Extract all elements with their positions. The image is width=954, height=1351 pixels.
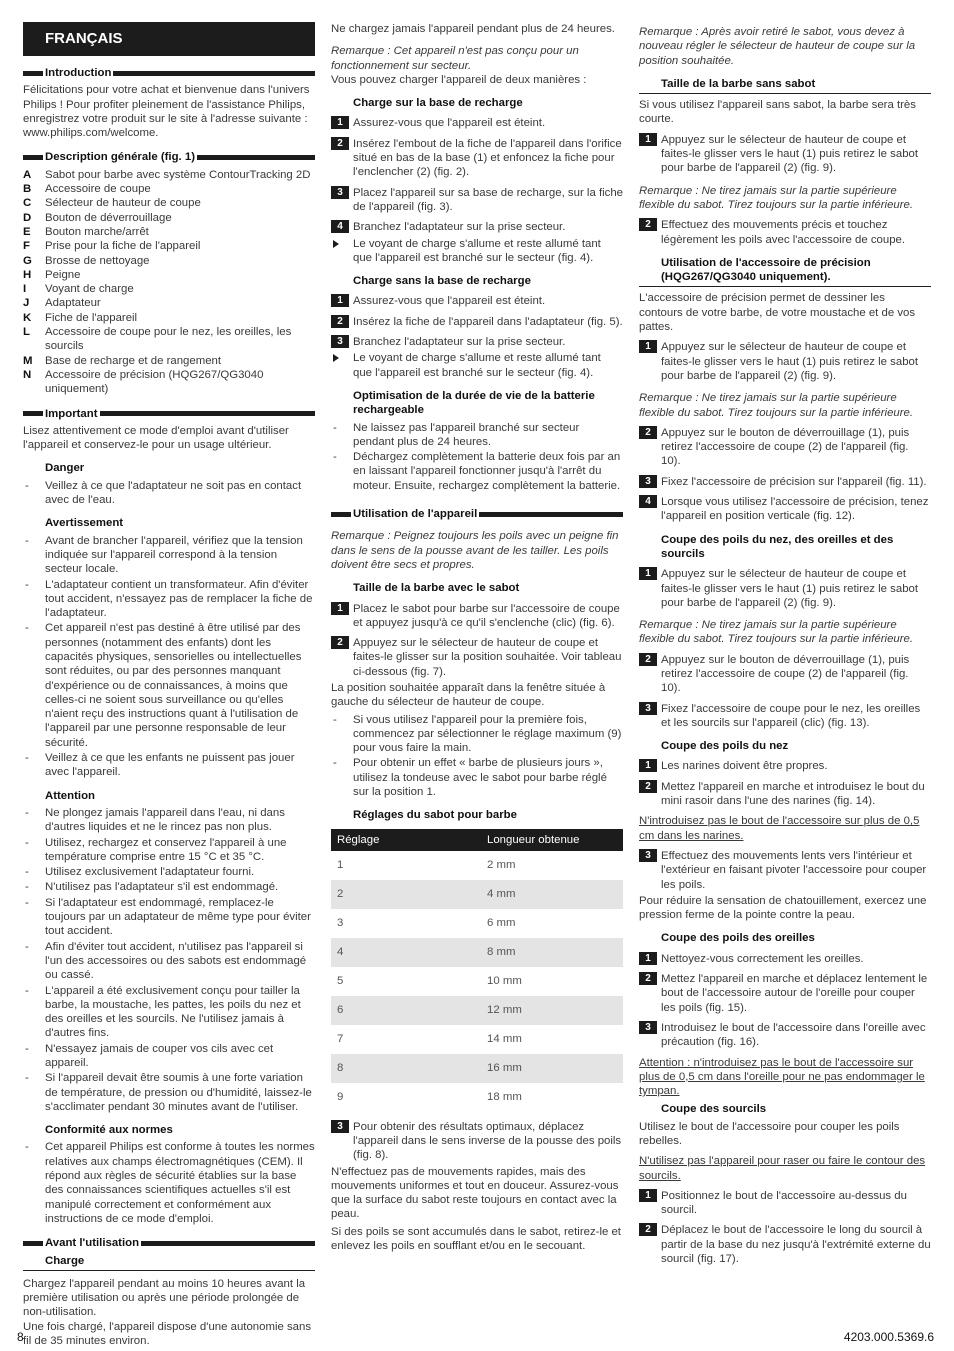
section-important bbox=[23, 407, 315, 421]
window-text: La position souhaitée apparaît dans la fenêtre située à gauche du sélecteur de hauteur de coupe. bbox=[331, 681, 606, 709]
part-name: Bouton de déverrouillage bbox=[45, 211, 172, 224]
table-row bbox=[331, 938, 623, 967]
step-number: 3 bbox=[331, 335, 349, 348]
list-item: - Utilisez exclusivement l'adaptateur fourni. bbox=[23, 865, 315, 879]
step-number: 3 bbox=[331, 186, 349, 199]
after-text-2: Si des poils se sont accumulés dans le sabot, retirez-le et enlevez les poils en soufflant et/ou en le secouant. bbox=[331, 1225, 621, 1253]
step bbox=[639, 218, 931, 247]
step bbox=[331, 137, 623, 180]
without-comb-note: Remarque : Ne tirez jamais sur la partie supérieure flexible du sabot. Tirez toujours sur la partie inférieure. bbox=[639, 184, 914, 211]
setting-cell: 2 bbox=[331, 880, 481, 909]
nose-ears-brows-note: Remarque : Ne tirez jamais sur la partie supérieure flexible du sabot. Tirez toujours sur la partie inférieure. bbox=[639, 619, 914, 646]
conformity-title: Conformité aux normes bbox=[45, 1124, 173, 1137]
step bbox=[639, 495, 931, 524]
part-letter: E bbox=[23, 225, 31, 238]
part-name: Adaptateur bbox=[45, 297, 101, 310]
step-text: Introduisez le bout de l'accessoire dans l'oreille avec précaution (fig. 16). bbox=[661, 1021, 926, 1049]
step bbox=[639, 1223, 931, 1266]
step bbox=[331, 1120, 623, 1163]
step-text: Déplacez le bout de l'accessoire le long du sourcil à partir de la base du nez jusqu'à l'extrémité externe du sourcil (fig. 17). bbox=[661, 1224, 931, 1266]
step bbox=[639, 567, 931, 610]
charge-base-title: Charge sur la base de recharge bbox=[353, 97, 523, 110]
intro-text: Félicitations pour votre achat et bienvenue dans l'univers Philips ! Pour profiter pleinement de l'assistance Philips, enregistrez votre produit sur le site à l'adresse suivante : www.philips.com/welcome. bbox=[23, 84, 310, 140]
charge-nobase-steps bbox=[331, 294, 623, 349]
nose-after-text: Pour réduire la sensation de chatouillement, exercez une pression ferme de la pointe contre la peau. bbox=[639, 894, 927, 922]
warning-list bbox=[23, 534, 315, 780]
nose-step-3 bbox=[639, 849, 931, 892]
step-number: 2 bbox=[639, 1223, 657, 1236]
step bbox=[331, 294, 623, 308]
charge-base-result: Le voyant de charge s'allume et reste allumé tant que l'appareil est branché sur le secteur (fig. 4). bbox=[331, 237, 623, 266]
step bbox=[639, 653, 931, 696]
with-comb-title: Taille de la barbe avec le sabot bbox=[353, 582, 520, 595]
part-name: Prise pour la fiche de l'appareil bbox=[45, 240, 201, 253]
step-number: 1 bbox=[639, 133, 657, 146]
step-number: 2 bbox=[639, 653, 657, 666]
length-cell: 2 mm bbox=[487, 859, 516, 871]
warning-title: Avertissement bbox=[45, 517, 124, 530]
table-title: Réglages du sabot pour barbe bbox=[353, 809, 517, 822]
step-text: Effectuez des mouvements précis et touchez légèrement les poils avec l'accessoire de coupe. bbox=[661, 219, 906, 246]
step-number: 4 bbox=[639, 495, 657, 508]
without-comb-text: Si vous utilisez l'appareil sans sabot, la barbe sera très courte. bbox=[639, 99, 916, 126]
column-2 bbox=[331, 22, 623, 1256]
step-text: Mettez l'appareil en marche et introduisez le bout du mini rasoir dans l'une des narines (fig. 14). bbox=[661, 780, 925, 808]
step-text: Mettez l'appareil en marche et déplacez lentement le bout de l'accessoire autour de l'oreille pour couper les poils (fig. 15). bbox=[661, 973, 928, 1014]
step bbox=[639, 475, 931, 489]
table-header-setting: Réglage bbox=[331, 829, 481, 851]
list-item: - Avant de brancher l'appareil, vérifiez que la tension indiquée sur l'appareil correspond à la tension secteur locale. bbox=[23, 534, 315, 577]
step-number: 4 bbox=[331, 220, 349, 233]
length-cell: 8 mm bbox=[481, 938, 623, 967]
charge-nobase-title: Charge sans la base de recharge bbox=[353, 275, 531, 288]
step bbox=[331, 335, 623, 349]
charge-base-steps bbox=[331, 116, 623, 234]
step bbox=[331, 186, 623, 215]
section-use bbox=[331, 507, 623, 521]
after-text-1: N'effectuez pas de mouvements rapides, mais des mouvements uniformes et tout en douceur. Assurez-vous que la surface du sabot reste toujours en contact avec la peau. bbox=[331, 1165, 619, 1221]
charge-text-2: Une fois chargé, l'appareil dispose d'une autonomie sans fil de 35 minutes environ. bbox=[23, 1320, 312, 1348]
nose-steps bbox=[639, 759, 931, 808]
charge-note: Remarque : Cet appareil n'est pas conçu pour un fonctionnement sur secteur. bbox=[331, 45, 579, 72]
part-name: Accessoire de coupe pour le nez, les oreilles, les sourcils bbox=[45, 326, 292, 353]
step-text: Appuyez sur le bouton de déverrouillage (1), puis retirez l'accessoire de coupe (2) de l'appareil (fig. 10). bbox=[661, 426, 910, 468]
part-letter: I bbox=[23, 283, 27, 296]
step bbox=[331, 636, 623, 679]
step-text: Appuyez sur le sélecteur de hauteur de coupe et faites-le glisser vers le haut (1) puis retirez le sabot pour barbe de l'appareil (2) (fig. 9). bbox=[661, 568, 919, 609]
section-title: Avant l'utilisation bbox=[45, 1237, 140, 1250]
part-letter: G bbox=[23, 254, 32, 267]
part-letter: J bbox=[23, 297, 30, 310]
charge-text-1: Chargez l'appareil pendant au moins 10 heures avant la première utilisation ou après une période prolongée de non-utilisation. bbox=[23, 1277, 306, 1319]
part-name: Sabot pour barbe avec système ContourTracking 2D bbox=[45, 168, 311, 181]
comb-remove-note: Remarque : Après avoir retiré le sabot, vous devez à nouveau régler le sélecteur de hauteur de coupe sur la position souhaitée. bbox=[639, 26, 916, 67]
precision-step-1 bbox=[639, 340, 931, 383]
part-name: Sélecteur de hauteur de coupe bbox=[45, 197, 201, 210]
part-name: Voyant de charge bbox=[45, 283, 134, 296]
step-text: Pour obtenir des résultats optimaux, déplacez l'appareil dans le sens inverse de la pousse des poils (fig. 8). bbox=[353, 1120, 622, 1162]
result-arrow-icon bbox=[333, 354, 339, 362]
part-name: Bouton marche/arrêt bbox=[45, 225, 149, 238]
length-cell: 14 mm bbox=[487, 1033, 522, 1045]
table-row bbox=[331, 1083, 623, 1112]
step-text: Fixez l'accessoire de précision sur l'appareil (fig. 11). bbox=[661, 475, 927, 488]
step-text: Nettoyez-vous correctement les oreilles. bbox=[661, 952, 864, 965]
list-item: - Ne plongez jamais l'appareil dans l'eau, ni dans d'autres liquides et ne le rincez pas non plus. bbox=[23, 806, 315, 835]
part-name: Brosse de nettoyage bbox=[45, 254, 150, 267]
step-number: 3 bbox=[639, 475, 657, 488]
table-row bbox=[331, 1025, 623, 1054]
battery-list bbox=[331, 421, 623, 493]
setting-cell: 6 bbox=[331, 996, 481, 1025]
caution-title: Attention bbox=[45, 789, 95, 802]
step-number: 3 bbox=[331, 1120, 349, 1133]
step bbox=[639, 952, 931, 966]
step-number: 3 bbox=[639, 849, 657, 862]
list-item: - L'adaptateur contient un transformateur. Afin d'éviter tout accident, n'essayez pas de remplacer la fiche de l'adaptateur. bbox=[23, 578, 315, 621]
table-row bbox=[331, 880, 623, 909]
part-name: Accessoire de précision (HQG267/QG3040 uniquement) bbox=[45, 368, 264, 396]
part-letter: B bbox=[23, 183, 32, 196]
section-title: Introduction bbox=[45, 67, 112, 79]
length-cell: 4 mm bbox=[481, 880, 623, 909]
step-number: 2 bbox=[639, 972, 657, 985]
part-letter: C bbox=[23, 197, 32, 210]
table-row bbox=[331, 1054, 623, 1083]
step-number: 2 bbox=[331, 636, 349, 649]
document-code: 4203.000.5369.6 bbox=[843, 1330, 934, 1344]
length-cell: 18 mm bbox=[487, 1091, 522, 1103]
caution-list bbox=[23, 806, 315, 1114]
list-item: - Veillez à ce que les enfants ne puissent pas jouer avec l'appareil. bbox=[23, 751, 315, 780]
list-item: - Si vous utilisez l'appareil pour la première fois, commencez par sélectionner le réglage maximum (9) pour vous faire la main. bbox=[331, 713, 623, 756]
section-general-description bbox=[23, 150, 315, 164]
step bbox=[639, 780, 931, 809]
step-text: Branchez l'adaptateur sur la prise secteur. bbox=[353, 221, 566, 234]
step bbox=[639, 133, 931, 176]
setting-cell: 8 bbox=[331, 1054, 481, 1083]
step-number: 1 bbox=[639, 952, 657, 965]
table-row bbox=[331, 967, 623, 996]
section-title: Description générale (fig. 1) bbox=[45, 151, 196, 164]
setting-cell: 1 bbox=[337, 859, 344, 871]
nose-title: Coupe des poils du nez bbox=[661, 740, 789, 753]
length-cell: 6 mm bbox=[487, 917, 516, 929]
step bbox=[639, 759, 931, 773]
result-arrow-icon bbox=[333, 240, 339, 248]
charge-title: Charge bbox=[23, 1254, 315, 1271]
brow-steps bbox=[639, 1189, 931, 1266]
with-comb-tips bbox=[331, 713, 623, 800]
step-number: 1 bbox=[331, 294, 349, 307]
step-text: Assurez-vous que l'appareil est éteint. bbox=[353, 117, 546, 130]
parts-list bbox=[23, 168, 315, 397]
step bbox=[639, 702, 931, 731]
charge-text-3: Ne chargez jamais l'appareil pendant plus de 24 heures. bbox=[331, 23, 615, 35]
step-text: Les narines doivent être propres. bbox=[661, 760, 828, 773]
list-item: - Déchargez complètement la batterie deux fois par an en laissant l'appareil fonctionner jusqu'à l'arrêt du moteur. Ensuite, rechargez complètement la batterie. bbox=[331, 450, 623, 493]
part-letter: H bbox=[23, 268, 32, 281]
setting-cell: 3 bbox=[337, 917, 344, 929]
without-comb-step-2 bbox=[639, 218, 931, 247]
step bbox=[331, 315, 623, 329]
ear-steps bbox=[639, 952, 931, 1050]
length-cell: 10 mm bbox=[487, 975, 522, 987]
part-letter: F bbox=[23, 240, 30, 253]
table-row bbox=[331, 996, 623, 1025]
step-text: Assurez-vous que l'appareil est éteint. bbox=[353, 295, 546, 308]
setting-cell: 5 bbox=[337, 975, 344, 987]
step-text: Insérez la fiche de l'appareil dans l'adaptateur (fig. 5). bbox=[353, 315, 623, 328]
table-row bbox=[331, 851, 623, 880]
length-cell: 16 mm bbox=[481, 1054, 623, 1083]
list-item: - Veillez à ce que l'adaptateur ne soit pas en contact avec de l'eau. bbox=[23, 479, 315, 508]
table-header-row bbox=[331, 829, 623, 851]
brow-warning: N'utilisez pas l'appareil pour raser ou faire le contour des sourcils. bbox=[639, 1155, 926, 1182]
brow-text: Utilisez le bout de l'accessoire pour couper les poils rebelles. bbox=[639, 1120, 900, 1147]
language-header: FRANÇAIS bbox=[23, 22, 315, 56]
battery-title: Optimisation de la durée de vie de la batterie rechargeable bbox=[353, 389, 595, 417]
brow-title: Coupe des sourcils bbox=[661, 1103, 767, 1116]
step-number: 2 bbox=[639, 218, 657, 231]
important-text: Lisez attentivement ce mode d'emploi avant d'utiliser l'appareil et conservez-le pour un usage ultérieur. bbox=[23, 424, 289, 452]
column-3 bbox=[639, 22, 931, 1268]
step-text: Appuyez sur le sélecteur de hauteur de coupe et faites-le glisser sur la position souhaitée. Voir tableau ci-dessous (fig. 7). bbox=[353, 637, 622, 678]
step-text: Positionnez le bout de l'accessoire au-dessus du sourcil. bbox=[661, 1189, 907, 1217]
without-comb-step-1 bbox=[639, 133, 931, 176]
list-item: - N'essayez jamais de couper vos cils avec cet appareil. bbox=[23, 1042, 315, 1071]
part-letter: D bbox=[23, 211, 32, 224]
step-number: 1 bbox=[639, 340, 657, 353]
charge-ways: Vous pouvez charger l'appareil de deux manières : bbox=[331, 73, 587, 86]
list-item: - Cet appareil n'est pas destiné à être utilisé par des personnes (notamment des enfants) dont les capacités physiques, sensorielles ou intellectuelles sont réduites, ou par des personnes manquant d'expérience ou de connaissances, à moins que celles-ci ne soient sous surveillance ou qu'elles n'aient reçu des instructions quant à l'utilisation de l'appareil par une personne responsable de leur sécurité. bbox=[23, 621, 315, 750]
part-letter: K bbox=[23, 311, 32, 324]
step bbox=[331, 116, 623, 130]
step-number: 1 bbox=[639, 759, 657, 772]
step-text: Effectuez des mouvements lents vers l'intérieur et l'extérieur en faisant pivoter l'accessoire pour couper les poils. bbox=[661, 849, 927, 891]
precision-title: Utilisation de l'accessoire de précision (HQG267/QG3040 uniquement). bbox=[639, 256, 931, 288]
ear-warning: Attention : n'introduisez pas le bout de l'accessoire sur plus de 0,5 cm dans l'oreille pour ne pas endommager le tympan. bbox=[639, 1056, 925, 1098]
danger-title: Danger bbox=[45, 462, 85, 475]
without-comb-title: Taille de la barbe sans sabot bbox=[639, 77, 931, 94]
list-item: - Utilisez, rechargez et conservez l'appareil à une température comprise entre 15 °C et 35 °C. bbox=[23, 836, 315, 865]
step bbox=[331, 220, 623, 234]
step bbox=[639, 972, 931, 1015]
step-text: Appuyez sur le bouton de déverrouillage (1), puis retirez l'accessoire de coupe (2) de l'appareil (fig. 10). bbox=[661, 653, 910, 695]
table-header-length: Longueur obtenue bbox=[481, 829, 623, 851]
section-title: Important bbox=[45, 407, 98, 420]
step-text: Fixez l'accessoire de coupe pour le nez, les oreilles et les sourcils sur l'appareil (clic) (fig. 13). bbox=[661, 702, 921, 729]
with-comb-steps bbox=[331, 602, 623, 679]
setting-cell: 9 bbox=[337, 1091, 344, 1103]
step-text: Appuyez sur le sélecteur de hauteur de coupe et faites-le glisser vers le haut (1) puis retirez le sabot pour barbe de l'appareil (2) (fig. 9). bbox=[661, 133, 919, 175]
step bbox=[639, 1189, 931, 1218]
list-item: - Ne laissez pas l'appareil branché sur secteur pendant plus de 24 heures. bbox=[331, 421, 623, 450]
step bbox=[639, 849, 931, 892]
step bbox=[639, 1021, 931, 1050]
step bbox=[331, 602, 623, 631]
with-comb-step-3 bbox=[331, 1120, 623, 1163]
list-item: - N'utilisez pas l'adaptateur s'il est endommagé. bbox=[23, 880, 315, 894]
page-number: 8 bbox=[17, 1330, 24, 1344]
part-letter: M bbox=[23, 354, 33, 367]
step-text: Insérez l'embout de la fiche de l'appareil dans l'orifice situé en bas de la base (1) et enfoncez la fiche pour l'enclencher (2) (fig. 2). bbox=[353, 137, 622, 179]
list-item: - Cet appareil Philips est conforme à toutes les normes relatives aux champs électromagnétiques (CEM). Il répond aux règles de sécurité établies sur la base des connaissances scientifiques actuelles s'il est manipulé correctement et conformément aux instructions de ce mode d'emploi. bbox=[23, 1140, 315, 1226]
step-number: 2 bbox=[639, 780, 657, 793]
conformity-list bbox=[23, 1140, 315, 1226]
danger-list bbox=[23, 479, 315, 508]
precision-note: Remarque : Ne tirez jamais sur la partie supérieure flexible du sabot. Tirez toujours sur la partie inférieure. bbox=[639, 392, 914, 419]
use-note: Remarque : Peignez toujours les poils avec un peigne fin dans le sens de la pousse avant de les tailler. Les poils doivent être secs et propres. bbox=[331, 530, 619, 571]
nose-ears-brows-steps bbox=[639, 653, 931, 730]
length-cell: 12 mm bbox=[481, 996, 623, 1025]
step-text: Placez le sabot pour barbe sur l'accessoire de coupe et appuyez jusqu'à ce qu'il s'enclenche (clic) (fig. 6). bbox=[353, 602, 620, 629]
table-row bbox=[331, 909, 623, 938]
list-item: - Si l'appareil devait être soumis à une forte variation de température, de pression ou d'humidité, laissez-le s'acclimater pendant 30 minutes avant de l'utiliser. bbox=[23, 1071, 315, 1114]
part-letter: N bbox=[23, 368, 32, 381]
column-1 bbox=[23, 22, 315, 1351]
part-name: Fiche de l'appareil bbox=[45, 311, 138, 324]
nose-ears-brows-step-1 bbox=[639, 567, 931, 610]
step-number: 1 bbox=[331, 116, 349, 129]
section-title: Utilisation de l'appareil bbox=[353, 508, 478, 521]
step-text: Placez l'appareil sur sa base de recharge, sur la fiche de l'appareil (fig. 3). bbox=[353, 186, 623, 213]
step bbox=[639, 426, 931, 469]
list-item: - Si l'adaptateur est endommagé, remplacez-le toujours par un adaptateur de même type pour éviter tout accident. bbox=[23, 896, 315, 939]
settings-table bbox=[331, 829, 623, 1112]
step bbox=[639, 340, 931, 383]
section-before-use bbox=[23, 1236, 315, 1250]
setting-cell: 4 bbox=[331, 938, 481, 967]
list-item: - Pour obtenir un effet « barbe de plusieurs jours », utilisez la tondeuse avec le sabot pour barbe réglé sur la position 1. bbox=[331, 756, 623, 799]
precision-text: L'accessoire de précision permet de dessiner les contours de votre barbe, de votre moustache et de vos pattes. bbox=[639, 292, 916, 334]
part-name: Base de recharge et de rangement bbox=[45, 354, 222, 367]
list-item: - L'appareil a été exclusivement conçu pour tailler la barbe, la moustache, les pattes, les poils du nez et des oreilles et les sourcils. Ne l'utilisez jamais à d'autres fins. bbox=[23, 984, 315, 1041]
part-letter: L bbox=[23, 326, 30, 339]
step-number: 3 bbox=[639, 702, 657, 715]
part-letter: A bbox=[23, 168, 32, 181]
precision-steps bbox=[639, 426, 931, 524]
step-number: 2 bbox=[331, 137, 349, 150]
step-number: 3 bbox=[639, 1021, 657, 1034]
part-name: Peigne bbox=[45, 268, 81, 281]
step-text: Branchez l'adaptateur sur la prise secteur. bbox=[353, 336, 566, 349]
step-number: 1 bbox=[639, 567, 657, 580]
step-text: Lorsque vous utilisez l'accessoire de précision, tenez l'appareil en position verticale (fig. 12). bbox=[661, 496, 929, 523]
part-name: Accessoire de coupe bbox=[45, 183, 151, 196]
step-number: 1 bbox=[331, 602, 349, 615]
step-number: 2 bbox=[639, 426, 657, 439]
step-number: 1 bbox=[639, 1189, 657, 1202]
setting-cell: 7 bbox=[337, 1033, 344, 1045]
nose-ears-brows-title: Coupe des poils du nez, des oreilles et des sourcils bbox=[661, 533, 894, 560]
charge-nobase-result: Le voyant de charge s'allume et reste allumé tant que l'appareil est branché sur le secteur (fig. 4). bbox=[331, 351, 623, 380]
ear-title: Coupe des poils des oreilles bbox=[661, 932, 815, 945]
section-introduction bbox=[23, 66, 315, 80]
step-number: 2 bbox=[331, 315, 349, 328]
list-item: - Afin d'éviter tout accident, n'utilisez pas l'appareil si l'un des accessoires ou des sabots est endommagé ou cassé. bbox=[23, 940, 315, 983]
step-text: Appuyez sur le sélecteur de hauteur de coupe et faites-le glisser vers le haut (1) puis retirez le sabot pour barbe de l'appareil (2) (fig. 9). bbox=[661, 341, 919, 382]
nose-warning: N'introduisez pas le bout de l'accessoire sur plus de 0,5 cm dans les narines. bbox=[639, 815, 920, 842]
